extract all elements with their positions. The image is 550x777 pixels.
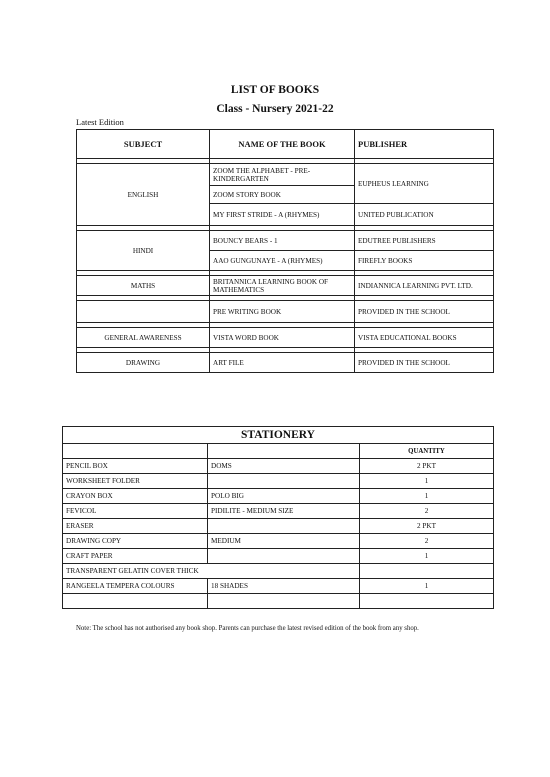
book-name-cell: PRE WRITING BOOK: [210, 301, 355, 323]
quantity-header-row: [63, 444, 494, 459]
book-name-cell: ZOOM STORY BOOK: [210, 186, 355, 204]
stationery-item-cell: DRAWING COPY: [63, 534, 208, 549]
table-row: [77, 328, 494, 348]
stationery-detail-cell: DOMS: [208, 459, 360, 474]
stationery-item-cell: ERASER: [63, 519, 208, 534]
stationery-item-cell: FEVICOL: [63, 504, 208, 519]
stationery-quantity-cell: 2: [360, 534, 494, 549]
subject-cell: [77, 301, 210, 323]
table-row: [77, 164, 494, 186]
stationery-item-cell: PENCIL BOX: [63, 459, 208, 474]
subject-cell: ENGLISH: [77, 164, 210, 226]
table-row: [77, 353, 494, 373]
stationery-detail-cell: [208, 564, 360, 579]
table-row: [77, 231, 494, 251]
table-row: [77, 276, 494, 296]
stationery-quantity-cell: 2 PKT: [360, 519, 494, 534]
book-name-cell: MY FIRST STRIDE - A (RHYMES): [210, 204, 355, 226]
page-title: LIST OF BOOKS: [230, 84, 320, 96]
stationery-row: [63, 459, 494, 474]
subject-cell: DRAWING: [77, 353, 210, 373]
stationery-item-cell: RANGEELA TEMPERA COLOURS: [63, 579, 208, 594]
book-name-cell: ZOOM THE ALPHABET - PRE-KINDERGARTEN: [210, 164, 355, 186]
stationery-row: [63, 504, 494, 519]
stationery-detail-cell: [208, 519, 360, 534]
publisher-cell: PROVIDED IN THE SCHOOL: [355, 353, 494, 373]
stationery-heading-row: [63, 427, 494, 444]
stationery-item-cell: TRANSPARENT GELATIN COVER THICK: [63, 564, 208, 579]
table-row: [77, 301, 494, 323]
stationery-row: [63, 549, 494, 564]
quantity-column-header: QUANTITY: [360, 444, 494, 459]
book-name-column-header: NAME OF THE BOOK: [210, 130, 355, 159]
stationery-detail-cell: PIDILITE - MEDIUM SIZE: [208, 504, 360, 519]
empty-cell: [360, 594, 494, 609]
book-name-cell: VISTA WORD BOOK: [210, 328, 355, 348]
stationery-item-cell: CRAYON BOX: [63, 489, 208, 504]
subject-cell: HINDI: [77, 231, 210, 271]
publisher-cell: UNITED PUBLICATION: [355, 204, 494, 226]
stationery-detail-cell: MEDIUM: [208, 534, 360, 549]
stationery-quantity-cell: 2: [360, 504, 494, 519]
stationery-quantity-cell: 1: [360, 474, 494, 489]
stationery-row: [63, 579, 494, 594]
stationery-quantity-cell: 1: [360, 489, 494, 504]
stationery-quantity-cell: [360, 564, 494, 579]
empty-cell: [208, 444, 360, 459]
stationery-heading: STATIONERY: [63, 427, 494, 444]
stationery-detail-cell: [208, 474, 360, 489]
stationery-row: [63, 564, 494, 579]
stationery-row: [63, 519, 494, 534]
empty-cell: [63, 594, 208, 609]
publisher-cell: VISTA EDUCATIONAL BOOKS: [355, 328, 494, 348]
empty-cell: [208, 594, 360, 609]
books-body: [77, 159, 494, 373]
book-name-cell: BRITANNICA LEARNING BOOK OF MATHEMATICS: [210, 276, 355, 296]
footer-note: Note: The school has not authorised any book shop. Parents can purchase the latest revised edition of the book from any shop.: [76, 625, 419, 632]
stationery-item-cell: CRAFT PAPER: [63, 549, 208, 564]
stationery-item-cell: WORKSHEET FOLDER: [63, 474, 208, 489]
books-table: [76, 129, 494, 373]
stationery-body: [63, 427, 494, 609]
books-header-row: [77, 130, 494, 159]
stationery-detail-cell: POLO BIG: [208, 489, 360, 504]
publisher-cell: FIREFLY BOOKS: [355, 251, 494, 271]
stationery-quantity-cell: 1: [360, 549, 494, 564]
stationery-row: [63, 489, 494, 504]
stationery-row: [63, 534, 494, 549]
publisher-cell: EUPHEUS LEARNING: [355, 164, 494, 204]
subject-cell: GENERAL AWARENESS: [77, 328, 210, 348]
book-name-cell: ART FILE: [210, 353, 355, 373]
empty-cell: [63, 444, 208, 459]
publisher-cell: EDUTREE PUBLISHERS: [355, 231, 494, 251]
stationery-quantity-cell: 1: [360, 579, 494, 594]
book-name-cell: BOUNCY BEARS - 1: [210, 231, 355, 251]
class-subtitle: Class - Nursery 2021-22: [216, 103, 334, 115]
stationery-blank-row: [63, 594, 494, 609]
stationery-detail-cell: [208, 549, 360, 564]
stationery-table: [62, 426, 494, 609]
publisher-cell: INDIANNICA LEARNING PVT. LTD.: [355, 276, 494, 296]
publisher-cell: PROVIDED IN THE SCHOOL: [355, 301, 494, 323]
stationery-quantity-cell: 2 PKT: [360, 459, 494, 474]
stationery-row: [63, 474, 494, 489]
book-name-cell: AAO GUNGUNAYE - A (RHYMES): [210, 251, 355, 271]
stationery-detail-cell: 18 SHADES: [208, 579, 360, 594]
subject-column-header: SUBJECT: [77, 130, 210, 159]
publisher-column-header: PUBLISHER: [355, 130, 494, 159]
edition-label: Latest Edition: [76, 117, 124, 127]
subject-cell: MATHS: [77, 276, 210, 296]
